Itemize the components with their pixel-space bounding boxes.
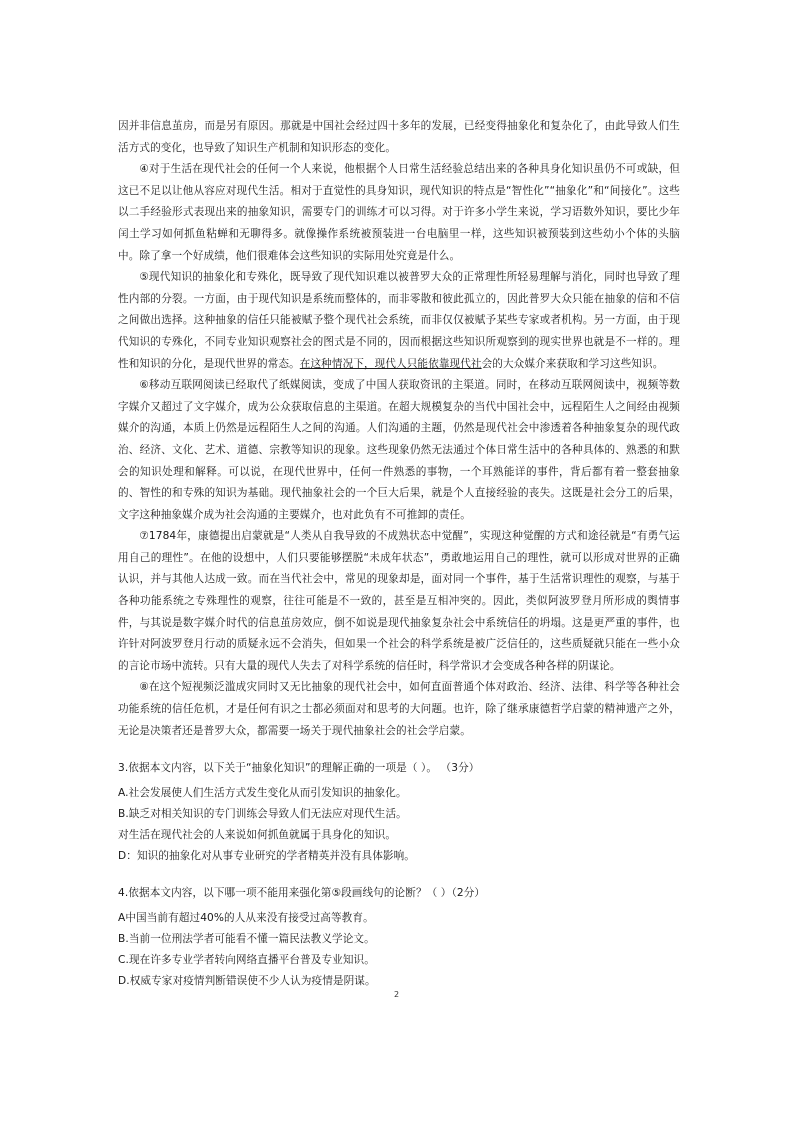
paragraph-5 <box>118 267 680 375</box>
paragraph-continued: 因并非信息茧房，而是另有原因。那就是中国社会经过四十多年的发展，已经变得抽象化和复杂化了，由此导致人们生活方式的变化，也导致了知识生产机制和知识形态的变化。 <box>118 120 680 154</box>
question-3 <box>118 758 680 867</box>
question-option: C.现在许多专业学者转向网络直播平台普及专业知识。 <box>118 954 375 967</box>
question-option: B.缺乏对相关知识的专门训练会导致人们无法应对现代生活。 <box>118 808 407 821</box>
document-page <box>118 116 680 992</box>
paragraph-7: ⑦1784年，康德提出启蒙就是“人类从自我导致的不成熟状态中觉醒”，实现这种觉醒的方式和途径就是“有勇气运用自己的理性”。在他的设想中，人们只要能够摆脱“未成年状态”，勇敢地运用自己的理性，就可以形成对世界的正确认识，并与其他人达成一致。而在当代社会中，常见的现象却是，面对同一个事件，基于生活常识理性的观察，与基于各种功能系统之专殊理性的观察，往往可能是不一致的，甚至是互相冲突的。因此，类似阿波罗登月所形成的舆情事件，与其说是数字媒介时代的信息茧房效应，倒不如说是现代抽象复杂社会中系统信任的坍塌。这是更严重的事件，也许针对阿波罗登月行动的质疑永远不会消失，但如果一个社会的科学系统是被广泛信任的，这些质疑就只能在一些小众的言论市场中流转。只有大量的现代人失去了对科学系统的信任时，科学常识才会变成各种各样的阴谋论。 <box>118 530 680 672</box>
paragraph-5-underlined-sentence: 在这种情况下，现代人只能依靠现代社 <box>299 357 482 370</box>
question-stem: 4.依据本文内容，以下哪一项不能用来强化第⑤段画线句的论断？（ ）（2分） <box>118 887 486 900</box>
paragraph-4: ④对于生活在现代社会的任何一个人来说，他根据个人日常生活经验总结出来的各种具身化知识虽仍不可或缺，但这已不足以让他从容应对现代生活。相对于直觉性的具身知识，现代知识的特点是“智性化”“抽象化”和“间接化”。这些以二手经验形式表现出来的抽象知识，需要专门的训练才可以习得。对于许多小学生来说，学习语数外知识，要比少年闰土学习如何抓鱼粘蝉和无聊得多。就像操作系统被预装进一台电脑里一样，这些知识被预装到这些幼小个体的头脑中。除了拿一个好成绩，他们很难体会这些知识的实际用处究竟是什么。 <box>118 163 680 262</box>
paragraph-5-text: ⑤现代知识的抽象化和专殊化，既导致了现代知识难以被普罗大众的正常理性所轻易理解与消化，同时也导致了理性内部的分裂。一方面，由于现代知识是系统而整体的，而非零散和彼此孤立的，因此普罗大众只能在抽象的信和不信之间做出选择。这种抽象的信任只能被赋予整个现代社会系统，而非仅仅被赋予某些专家或者机构。另一方面，由于现代知识的专殊化，不同专业知识观察社会的图式是不同的，因而根据这些知识所观察到的现实世界也就是不一样的。理性和知识的分化，是现代世界的常态。 <box>118 271 680 370</box>
question-4 <box>118 883 680 992</box>
question-option: A.社会发展使人们生活方式发生变化从而引发知识的抽象化。 <box>118 787 407 800</box>
question-option: B.当前一位刑法学者可能看不懂一篇民法教义学论文。 <box>118 933 375 946</box>
question-option: D.权威专家对疫情判断错误使不少人认为疫情是阴谋。 <box>118 975 376 988</box>
question-option: D：知识的抽象化对从事专业研究的学者精英并没有具体影响。 <box>118 850 415 863</box>
question-option: A中国当前有超过40%的人从来没有接受过高等教育。 <box>118 912 374 925</box>
paragraph-8: ⑧在这个短视频泛滥成灾同时又无比抽象的现代社会中，如何直面普通个体对政治、经济、法律、科学等各种社会功能系统的信任危机，才是任何有识之士都必须面对和思考的大问题。也许，除了继承康德哲学启蒙的精神遗产之外，无论是决策者还是普罗大众，都需要一场关于现代抽象社会的社会学启蒙。 <box>118 681 680 737</box>
page-number: 2 <box>393 990 400 999</box>
question-option: 对生活在现代社会的人来说如何抓鱼就属于具身化的知识。 <box>118 829 397 842</box>
paragraph-6: ⑥移动互联网阅读已经取代了纸媒阅读，变成了中国人获取资讯的主渠道。同时，在移动互联网阅读中，视频等数字媒介又超过了文字媒介，成为公众获取信息的主渠道。在超大规模复杂的当代中国社会中，远程陌生人之间经由视频媒介的沟通，本质上仍然是远程陌生人之间的沟通。人们沟通的主题，仍然是现代社会中渗透着各种抽象复杂的现代政治、经济、文化、艺术、道德、宗教等知识的现象。这些现象仍然无法通过个体日常生活中的各种具体的、熟悉的和默会的知识处理和解释。可以说，在现代世界中，任何一件熟悉的事物，一个耳熟能详的事件，背后都有着一整套抽象的、智性的和专殊的知识为基础。现代抽象社会的一个巨大后果，就是个人直接经验的丧失。这既是社会分工的后果，文字这种抽象媒介成为社会沟通的主要媒介，也对此负有不可推卸的责任。 <box>118 379 680 521</box>
question-stem: 3.依据本文内容，以下关于“抽象化知识”的理解正确的一项是（ ）。 （3分） <box>118 762 480 775</box>
paragraph-5-tail: 会的大众媒介来获取和学习这些知识。 <box>481 357 664 370</box>
